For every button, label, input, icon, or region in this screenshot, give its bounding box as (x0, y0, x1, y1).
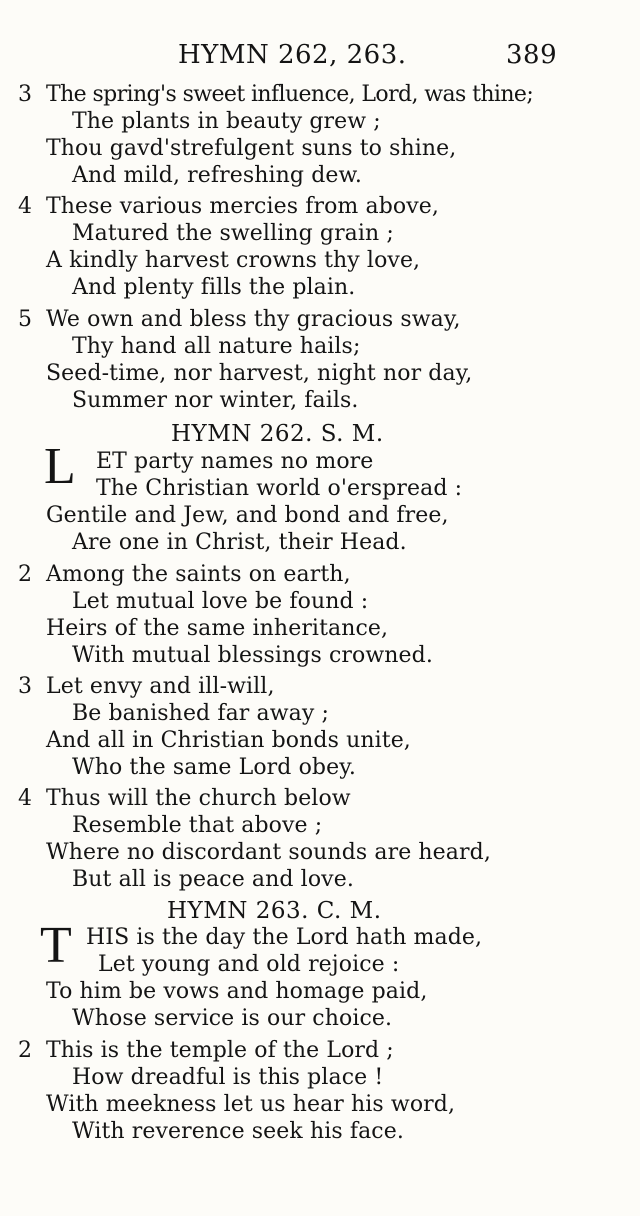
page-header (0, 40, 640, 80)
verse-number: 4 (18, 194, 33, 219)
page-number: 389 (506, 40, 558, 70)
running-title: HYMN 262, 263. (178, 40, 407, 70)
verse-number: 3 (18, 674, 33, 699)
verse-number: 5 (18, 307, 33, 332)
drop-cap: T (40, 917, 72, 974)
hymnal-page: HYMN 262, 263. 389 3 The spring's sweet influence, Lord, was thine; The plants in beauty grew ; Thou gavd'strefulgent suns to shine, And mild, refreshing dew. 4 These various mercies from above, Matured the swelling grain ; A kindly harvest crowns thy love, And plenty fills the plain. 5 We own and bless thy gracious sway, Thy hand all nature hails; Seed-time, nor harvest, night nor day, Summer nor winter, fails. HYMN 262. S. M. L ET party names no more The Christian world o'erspread : Gentile and Jew, and bond and free, Are one in Christ, their Head. 2 Among the saints on earth, Let mutual love be found : Heirs of the same inheritance, With mutual blessings crowned. 3 Let envy and ill-will, Be banished far away ; And all in Christian bonds unite, Who the same Lord obey. 4 Thus will the church below Resemble that above ; Where no discordant sounds are heard, But all is peace and love. HYMN 263. C. M. T HIS is the day the Lord hath made, Let young and old rejoice : To him be vows and homage paid, Whose service is our choice. 2 This is the temple of the Lord ; How dreadful is this place ! With meekness let us hear his word, With reverence seek his face. (0, 0, 640, 1216)
drop-cap: L (44, 438, 76, 495)
verse-number: 3 (18, 82, 33, 107)
verse-number: 2 (18, 562, 33, 587)
verse-number: 4 (18, 786, 33, 811)
verse-number: 2 (18, 1038, 33, 1063)
